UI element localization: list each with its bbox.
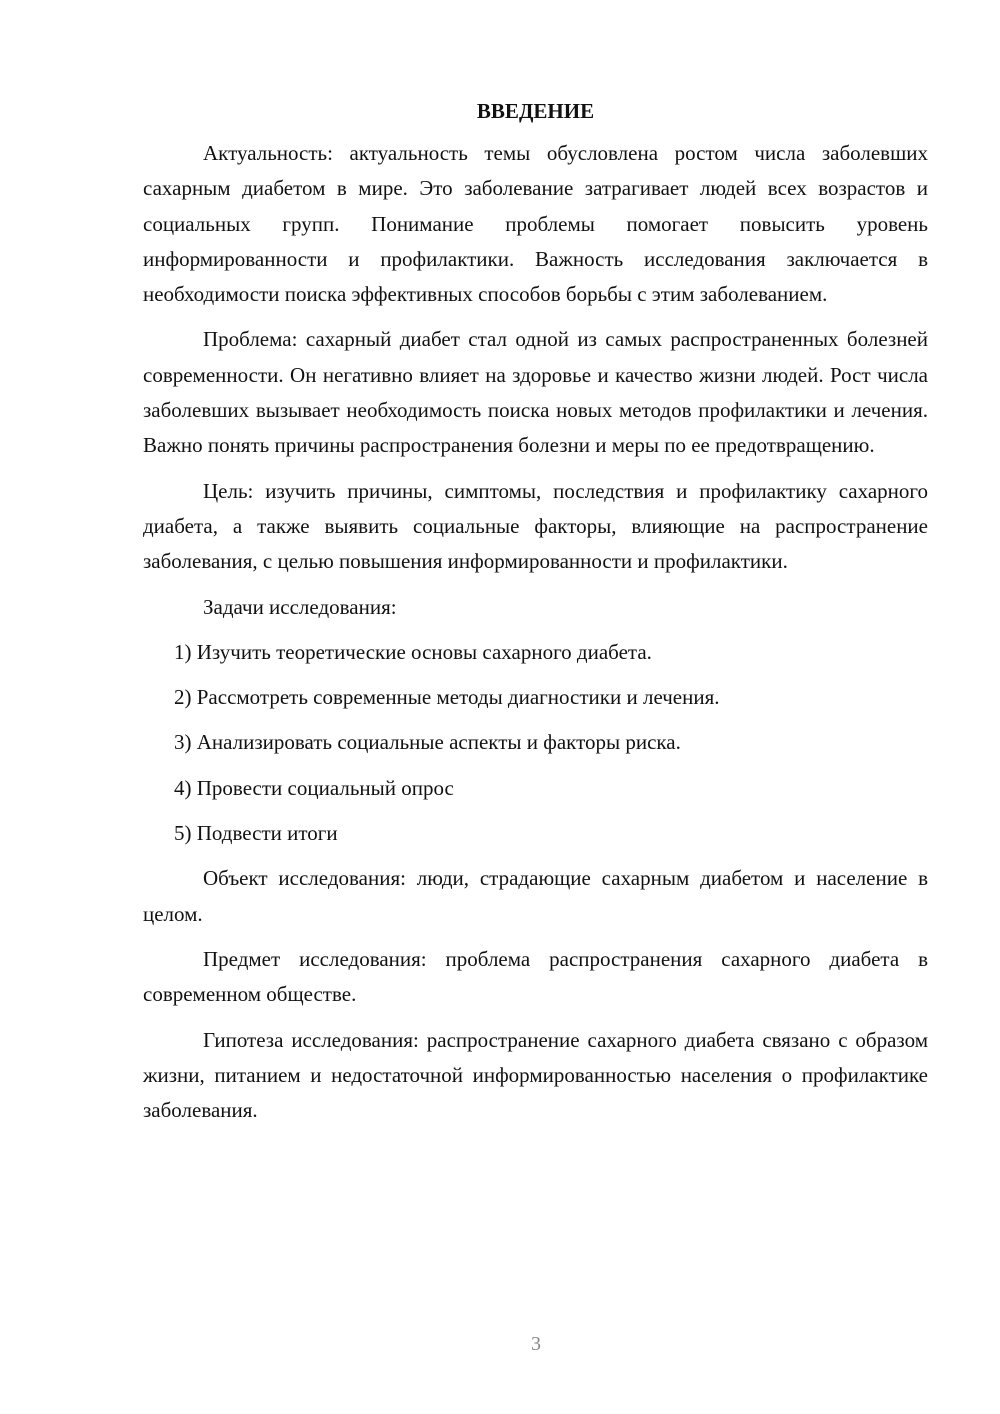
task-item-3: 3) Анализировать социальные аспекты и факторы риска. bbox=[174, 730, 681, 755]
subject-paragraph: Предмет исследования: проблема распространения сахарного диабета в современном обществе. bbox=[143, 946, 928, 1007]
object-paragraph: Объект исследования: люди, страдающие сахарным диабетом и население в целом. bbox=[143, 866, 928, 926]
page-number: 3 bbox=[531, 1333, 541, 1355]
task-item-5: 5) Подвести итоги bbox=[174, 821, 338, 846]
goal-paragraph: Цель: изучить причины, симптомы, последствия и профилактику сахарного диабета, а также выявить социальные факторы, влияющие на распространение заболевания, с целью повышения информированности и профилактики. bbox=[143, 478, 928, 574]
relevance-paragraph: Актуальность: актуальность темы обусловлена ростом числа заболевших сахарным диабетом в мире. Это заболевание затрагивает людей всех возрастов и социальных групп. Понимание проблемы помогает повысить уровень информированности и профилактики. Важность исследования заключается в необходимости поиска эффективных способов борьбы с этим заболеванием. bbox=[143, 141, 928, 307]
document-page bbox=[143, 96, 928, 1138]
problem-paragraph: Проблема: сахарный диабет стал одной из самых распространенных болезней современности. Он негативно влияет на здоровье и качество жизни людей. Рост числа заболевших вызывает необходимость поиска новых методов профилактики и лечения. Важно понять причины распространения болезни и меры по ее предотвращению. bbox=[143, 327, 928, 458]
task-item-2: 2) Рассмотреть современные методы диагностики и лечения. bbox=[174, 685, 720, 710]
hypothesis-paragraph: Гипотеза исследования: распространение сахарного диабета связано с образом жизни, питанием и недостаточной информированностью населения о профилактике заболевания. bbox=[143, 1027, 928, 1123]
tasks-heading: Задачи исследования: bbox=[203, 594, 397, 619]
task-item-1: 1) Изучить теоретические основы сахарного диабета. bbox=[174, 639, 652, 664]
document-title: ВВЕДЕНИЕ bbox=[476, 99, 595, 123]
task-item-4: 4) Провести социальный опрос bbox=[174, 775, 454, 800]
